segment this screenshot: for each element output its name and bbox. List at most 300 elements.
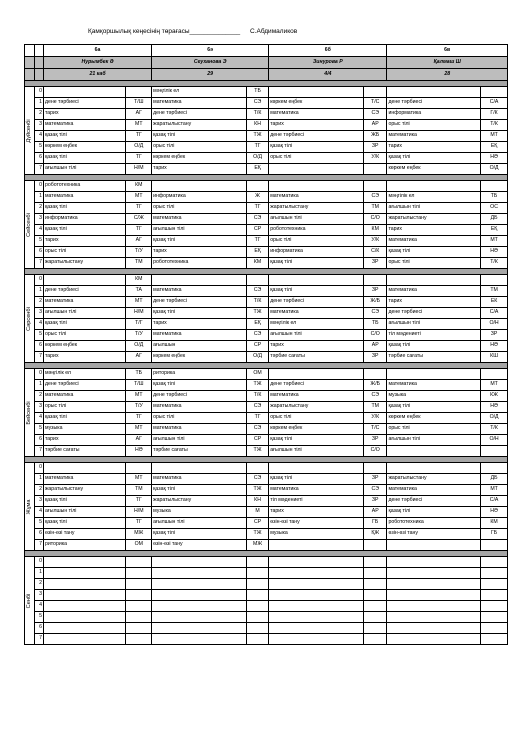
header-spacer bbox=[25, 69, 35, 81]
teacher-code-cell: О/Д bbox=[481, 164, 508, 175]
teacher-code-cell bbox=[481, 634, 508, 645]
teacher-code-cell: МТ bbox=[481, 236, 508, 247]
teacher-code-cell: У/К bbox=[364, 413, 387, 424]
lesson-number: 6 bbox=[35, 247, 44, 258]
lesson-number: 1 bbox=[35, 474, 44, 485]
subject-cell: ағылшын тілі bbox=[387, 435, 481, 446]
teacher-code-cell: У/К bbox=[364, 236, 387, 247]
teacher-code-cell bbox=[246, 612, 268, 623]
teacher-code-cell: Т/С bbox=[364, 424, 387, 435]
subject-cell: математика bbox=[269, 485, 364, 496]
day-name: Сейсенбі bbox=[25, 212, 32, 237]
teacher-code-cell: АР bbox=[364, 507, 387, 518]
lesson-number: 1 bbox=[35, 380, 44, 391]
subject-cell bbox=[269, 540, 364, 551]
teacher-code-cell: С/О bbox=[364, 446, 387, 457]
day-label bbox=[25, 275, 35, 363]
teacher-code-cell: ЗР bbox=[364, 435, 387, 446]
subject-cell: орыс тілі bbox=[152, 413, 247, 424]
board-chair-name: С.Абдималиков bbox=[250, 28, 298, 35]
subject-cell: информатика bbox=[152, 192, 247, 203]
subject-cell bbox=[269, 634, 364, 645]
lesson-number: 1 bbox=[35, 286, 44, 297]
teacher-code-cell: НӘ bbox=[481, 153, 508, 164]
lesson-number: 1 bbox=[35, 98, 44, 109]
subject-cell bbox=[387, 540, 481, 551]
lesson-row bbox=[25, 164, 508, 175]
teacher-code-cell bbox=[246, 568, 268, 579]
subject-cell: риторика bbox=[152, 369, 247, 380]
teacher-code-cell: ТГ bbox=[246, 413, 268, 424]
lesson-number: 7 bbox=[35, 634, 44, 645]
subject-cell: қазақ тілі bbox=[152, 529, 247, 540]
subject-cell: тарих bbox=[152, 247, 247, 258]
teacher-code-cell bbox=[126, 601, 152, 612]
subject-cell: тәрбие сағаты bbox=[43, 446, 126, 457]
subject-cell: қазақ тілі bbox=[43, 153, 126, 164]
subject-cell: дене тәрбиесі bbox=[43, 380, 126, 391]
subject-cell: математика bbox=[387, 286, 481, 297]
lesson-number: 7 bbox=[35, 446, 44, 457]
teacher-code-cell bbox=[126, 87, 152, 98]
class-name: 6б bbox=[269, 45, 387, 57]
subject-cell: математика bbox=[152, 474, 247, 485]
teacher-code-cell: Т/К bbox=[481, 258, 508, 269]
lesson-row bbox=[25, 225, 508, 236]
subject-cell bbox=[152, 557, 247, 568]
teacher-code-cell: ДБ bbox=[481, 474, 508, 485]
subject-cell bbox=[152, 463, 247, 474]
teacher-code-cell: ЕҚ bbox=[246, 247, 268, 258]
teacher-code-cell: ТА bbox=[126, 286, 152, 297]
teacher-code-cell bbox=[481, 540, 508, 551]
subject-cell: тарих bbox=[43, 435, 126, 446]
teacher-code-cell: ОМ bbox=[126, 540, 152, 551]
subject-cell: математика bbox=[43, 192, 126, 203]
teacher-code-cell: МТ bbox=[126, 474, 152, 485]
lesson-number: 7 bbox=[35, 352, 44, 363]
teacher-code-cell bbox=[126, 579, 152, 590]
teacher-code-cell: КН bbox=[246, 496, 268, 507]
teacher-code-cell: Т/К bbox=[246, 391, 268, 402]
teacher-code-cell: Т/Ш bbox=[126, 380, 152, 391]
teacher-code-cell bbox=[364, 275, 387, 286]
teacher-code-cell bbox=[364, 369, 387, 380]
teacher-code-cell: Н/М bbox=[126, 507, 152, 518]
class-room: 21 каб bbox=[43, 69, 151, 81]
subject-cell: орыс тілі bbox=[269, 236, 364, 247]
lesson-number: 5 bbox=[35, 236, 44, 247]
teacher-code-cell bbox=[246, 623, 268, 634]
subject-cell: қазақ тілі bbox=[269, 258, 364, 269]
subject-cell bbox=[43, 590, 126, 601]
subject-cell: өзін-өзі тану bbox=[43, 529, 126, 540]
subject-cell: қазақ тілі bbox=[43, 518, 126, 529]
subject-cell: ағылшын тілі bbox=[387, 203, 481, 214]
subject-cell bbox=[152, 590, 247, 601]
subject-cell: дене тәрбиесі bbox=[387, 496, 481, 507]
teacher-code-cell bbox=[364, 540, 387, 551]
subject-cell: тарих bbox=[43, 109, 126, 120]
teacher-code-cell: ЕҚ bbox=[481, 225, 508, 236]
subject-cell: музыка bbox=[269, 529, 364, 540]
subject-cell: музыка bbox=[152, 507, 247, 518]
subject-cell: орыс тілі bbox=[43, 402, 126, 413]
lesson-number: 6 bbox=[35, 623, 44, 634]
lesson-row bbox=[25, 446, 508, 457]
lesson-row bbox=[25, 391, 508, 402]
subject-cell: орыс тілі bbox=[387, 424, 481, 435]
teacher-code-cell: С/О bbox=[364, 214, 387, 225]
teacher-code-cell: ЗР bbox=[481, 330, 508, 341]
subject-cell: дене тәрбиесі bbox=[43, 286, 126, 297]
subject-cell bbox=[269, 612, 364, 623]
subject-cell: робототехника bbox=[269, 225, 364, 236]
teacher-code-cell bbox=[364, 557, 387, 568]
teacher-code-cell: СЭ bbox=[364, 485, 387, 496]
lesson-row bbox=[25, 579, 508, 590]
subject-cell: тарих bbox=[387, 142, 481, 153]
subject-cell: математика bbox=[387, 236, 481, 247]
subject-cell bbox=[387, 590, 481, 601]
day-label bbox=[25, 463, 35, 551]
subject-cell: өзін-өзі тану bbox=[152, 540, 247, 551]
subject-cell: жаратылыстану bbox=[152, 120, 247, 131]
teacher-code-cell: АР bbox=[364, 120, 387, 131]
teacher-code-cell: ТБ bbox=[364, 319, 387, 330]
subject-cell: қазақ тілі bbox=[43, 319, 126, 330]
subject-cell: тарих bbox=[269, 507, 364, 518]
subject-cell bbox=[269, 623, 364, 634]
subject-cell: көркем еңбек bbox=[152, 352, 247, 363]
class-room: 28 bbox=[387, 69, 508, 81]
teacher-code-cell: СР bbox=[246, 435, 268, 446]
lesson-number: 0 bbox=[35, 275, 44, 286]
subject-cell: математика bbox=[152, 286, 247, 297]
teacher-code-cell: СЭ bbox=[246, 214, 268, 225]
class-teacher: Зинурова Р bbox=[269, 57, 387, 69]
teacher-code-cell: О/Д bbox=[246, 153, 268, 164]
teacher-code-cell: ЖБ bbox=[364, 131, 387, 142]
teacher-code-cell: С/Ж bbox=[126, 214, 152, 225]
teacher-code-cell: ТЖ bbox=[246, 529, 268, 540]
subject-cell bbox=[387, 463, 481, 474]
teacher-code-cell: Ж bbox=[246, 192, 268, 203]
teacher-code-cell bbox=[481, 579, 508, 590]
teacher-code-cell: ТМ bbox=[364, 402, 387, 413]
teacher-code-cell: ЗР bbox=[364, 496, 387, 507]
teacher-code-cell: АГ bbox=[126, 236, 152, 247]
teacher-code-cell: ОМ bbox=[246, 369, 268, 380]
lesson-row bbox=[25, 341, 508, 352]
class-name: 6в bbox=[387, 45, 508, 57]
subject-cell bbox=[387, 634, 481, 645]
lesson-row bbox=[25, 308, 508, 319]
lesson-row bbox=[25, 87, 508, 98]
subject-cell bbox=[387, 369, 481, 380]
teacher-code-cell bbox=[364, 612, 387, 623]
subject-cell: қазақ тілі bbox=[43, 203, 126, 214]
subject-cell: қазақ тілі bbox=[152, 380, 247, 391]
teacher-code-cell: МТ bbox=[481, 485, 508, 496]
teacher-code-cell: ТМ bbox=[126, 485, 152, 496]
day-name: Сәрсенбі bbox=[25, 306, 32, 331]
teacher-code-cell bbox=[246, 275, 268, 286]
subject-cell bbox=[387, 181, 481, 192]
teacher-code-cell: ТЖ bbox=[246, 485, 268, 496]
subject-cell: математика bbox=[152, 330, 247, 341]
teacher-code-cell bbox=[364, 634, 387, 645]
lesson-number: 5 bbox=[35, 424, 44, 435]
teacher-code-cell: У/К bbox=[364, 153, 387, 164]
lesson-number: 3 bbox=[35, 496, 44, 507]
subject-cell bbox=[152, 181, 247, 192]
teacher-code-cell: ТЖ bbox=[246, 380, 268, 391]
subject-cell: қазақ тілі bbox=[269, 142, 364, 153]
teacher-code-cell: ТЖ bbox=[246, 308, 268, 319]
teacher-code-cell bbox=[364, 579, 387, 590]
subject-cell: қазақ тілі bbox=[387, 402, 481, 413]
subject-cell: математика bbox=[387, 485, 481, 496]
subject-cell: тәрбие сағаты bbox=[152, 446, 247, 457]
subject-cell bbox=[387, 446, 481, 457]
subject-cell: жаратылыстану bbox=[269, 402, 364, 413]
teacher-code-cell: Т/Ш bbox=[126, 98, 152, 109]
subject-cell: риторика bbox=[43, 540, 126, 551]
teacher-code-cell bbox=[126, 590, 152, 601]
teacher-code-cell: СЭ bbox=[246, 424, 268, 435]
teacher-code-cell: О/Н bbox=[481, 435, 508, 446]
subject-cell: қазақ тілі bbox=[152, 131, 247, 142]
subject-cell bbox=[152, 623, 247, 634]
subject-cell: орыс тілі bbox=[43, 330, 126, 341]
subject-cell: математика bbox=[152, 402, 247, 413]
subject-cell: тарих bbox=[269, 120, 364, 131]
teacher-code-cell: СР bbox=[246, 341, 268, 352]
lesson-number: 3 bbox=[35, 402, 44, 413]
teacher-code-cell bbox=[246, 579, 268, 590]
teacher-code-cell: МТ bbox=[126, 424, 152, 435]
subject-cell: математика bbox=[43, 474, 126, 485]
room-header-row bbox=[25, 69, 508, 81]
teacher-code-cell: Т/К bbox=[481, 424, 508, 435]
teacher-code-cell: ТБ bbox=[126, 369, 152, 380]
lesson-row bbox=[25, 402, 508, 413]
lesson-number: 7 bbox=[35, 540, 44, 551]
teacher-code-cell bbox=[364, 590, 387, 601]
lesson-row bbox=[25, 540, 508, 551]
lesson-number: 4 bbox=[35, 601, 44, 612]
teacher-code-cell: НӘ bbox=[481, 402, 508, 413]
subject-cell: қазақ тілі bbox=[152, 236, 247, 247]
teacher-code-cell bbox=[126, 568, 152, 579]
lesson-row bbox=[25, 142, 508, 153]
subject-cell bbox=[269, 601, 364, 612]
teacher-code-cell: Т/У bbox=[126, 402, 152, 413]
header-spacer bbox=[25, 45, 35, 57]
teacher-code-cell bbox=[126, 623, 152, 634]
teacher-code-cell: МТ bbox=[481, 380, 508, 391]
teacher-code-cell: Г/К bbox=[481, 109, 508, 120]
teacher-code-cell: КН bbox=[246, 120, 268, 131]
subject-cell: тарих bbox=[43, 352, 126, 363]
teacher-code-cell: МЖ bbox=[126, 529, 152, 540]
teacher-code-cell: СЭ bbox=[364, 308, 387, 319]
subject-cell bbox=[269, 463, 364, 474]
subject-cell: математика bbox=[387, 131, 481, 142]
teacher-code-cell bbox=[481, 623, 508, 634]
subject-cell bbox=[269, 369, 364, 380]
subject-cell: қазақ тілі bbox=[43, 413, 126, 424]
header-spacer bbox=[35, 57, 44, 69]
subject-cell bbox=[269, 181, 364, 192]
teacher-code-cell bbox=[246, 557, 268, 568]
subject-cell: робототехника bbox=[43, 181, 126, 192]
board-chair-signature-line: Қамқоршылық кеңесінің төрағасы______________ bbox=[88, 28, 241, 35]
teacher-code-cell: ЗР bbox=[364, 286, 387, 297]
subject-cell: ағылшын тілі bbox=[43, 507, 126, 518]
subject-cell: қазақ тілі bbox=[269, 474, 364, 485]
teacher-code-cell: Н/М bbox=[126, 308, 152, 319]
teacher-code-cell: О/Н bbox=[481, 319, 508, 330]
teacher-code-cell bbox=[246, 590, 268, 601]
lesson-row bbox=[25, 518, 508, 529]
teacher-code-cell: ГБ bbox=[364, 518, 387, 529]
subject-cell bbox=[387, 612, 481, 623]
subject-cell: көркем еңбек bbox=[387, 164, 481, 175]
teacher-code-cell: НӘ bbox=[126, 446, 152, 457]
subject-cell: ағылшын тілі bbox=[152, 225, 247, 236]
lesson-number: 0 bbox=[35, 369, 44, 380]
subject-cell: музыка bbox=[43, 424, 126, 435]
teacher-code-cell: О/Д bbox=[126, 142, 152, 153]
subject-cell: ағылшын тілі bbox=[152, 518, 247, 529]
teacher-code-cell: СЭ bbox=[246, 286, 268, 297]
teacher-code-cell bbox=[364, 568, 387, 579]
teacher-code-cell: СЭ bbox=[246, 330, 268, 341]
lesson-row bbox=[25, 330, 508, 341]
subject-cell: дене тәрбиесі bbox=[269, 131, 364, 142]
lesson-row bbox=[25, 120, 508, 131]
class-teacher: Қалмаш Ш bbox=[387, 57, 508, 69]
teacher-code-cell: ЗР bbox=[364, 142, 387, 153]
teacher-code-cell: НӘ bbox=[481, 247, 508, 258]
subject-cell: математика bbox=[152, 98, 247, 109]
lesson-number: 0 bbox=[35, 87, 44, 98]
subject-cell: тарих bbox=[387, 225, 481, 236]
lesson-row bbox=[25, 590, 508, 601]
teacher-code-cell: Ж/Б bbox=[364, 297, 387, 308]
subject-cell: қазақ тілі bbox=[43, 131, 126, 142]
lesson-number: 2 bbox=[35, 203, 44, 214]
timetable bbox=[24, 44, 508, 645]
class-room: 29 bbox=[152, 69, 269, 81]
lesson-row bbox=[25, 474, 508, 485]
lesson-row bbox=[25, 485, 508, 496]
subject-cell bbox=[43, 87, 126, 98]
lesson-number: 5 bbox=[35, 142, 44, 153]
day-name: Бейсенбі bbox=[25, 400, 32, 425]
subject-cell: дене тәрбиесі bbox=[152, 297, 247, 308]
teacher-code-cell: МТ bbox=[126, 120, 152, 131]
header-spacer bbox=[35, 45, 44, 57]
teacher-code-cell: ТМ bbox=[481, 286, 508, 297]
subject-cell bbox=[43, 557, 126, 568]
subject-cell: математика bbox=[43, 120, 126, 131]
subject-cell: математика bbox=[43, 297, 126, 308]
subject-cell: информатика bbox=[43, 214, 126, 225]
lesson-row bbox=[25, 413, 508, 424]
teacher-code-cell: СЭ bbox=[246, 402, 268, 413]
page-header bbox=[0, 0, 531, 44]
lesson-number: 4 bbox=[35, 319, 44, 330]
lesson-number: 3 bbox=[35, 308, 44, 319]
lesson-number: 2 bbox=[35, 579, 44, 590]
teacher-code-cell: СР bbox=[246, 518, 268, 529]
lesson-number: 2 bbox=[35, 485, 44, 496]
subject-cell bbox=[387, 601, 481, 612]
subject-cell bbox=[269, 590, 364, 601]
lesson-row bbox=[25, 286, 508, 297]
subject-cell: мәңгілік ел bbox=[269, 319, 364, 330]
subject-cell: мәңгілік ел bbox=[152, 87, 247, 98]
teacher-code-cell bbox=[481, 275, 508, 286]
subject-cell: көркем еңбек bbox=[43, 142, 126, 153]
subject-cell: мәңгілік ел bbox=[387, 192, 481, 203]
teacher-code-cell bbox=[481, 181, 508, 192]
subject-cell: ағылшын тілі bbox=[43, 164, 126, 175]
lesson-number: 3 bbox=[35, 590, 44, 601]
lesson-row bbox=[25, 369, 508, 380]
teacher-code-cell: АГ bbox=[126, 109, 152, 120]
lesson-row bbox=[25, 214, 508, 225]
lesson-number: 6 bbox=[35, 529, 44, 540]
teacher-code-cell bbox=[364, 164, 387, 175]
class-name: 6ә bbox=[152, 45, 269, 57]
subject-cell bbox=[43, 463, 126, 474]
teacher-code-cell: Т/К bbox=[481, 120, 508, 131]
subject-cell: ағылшын тілі bbox=[269, 214, 364, 225]
teacher-code-cell: О/Д bbox=[126, 341, 152, 352]
teacher-code-cell: ТМ bbox=[364, 203, 387, 214]
teacher-code-cell: ТБ bbox=[481, 192, 508, 203]
lesson-number: 1 bbox=[35, 192, 44, 203]
teacher-code-cell: М bbox=[246, 507, 268, 518]
subject-cell: қазақ тілі bbox=[269, 286, 364, 297]
lesson-number: 2 bbox=[35, 109, 44, 120]
subject-cell bbox=[43, 579, 126, 590]
teacher-code-cell bbox=[126, 463, 152, 474]
subject-cell bbox=[269, 557, 364, 568]
header-spacer bbox=[25, 57, 35, 69]
teacher-code-cell: АР bbox=[364, 341, 387, 352]
subject-cell bbox=[152, 568, 247, 579]
subject-cell: музыка bbox=[387, 391, 481, 402]
teacher-code-cell: МТ bbox=[126, 192, 152, 203]
teacher-code-cell: С/А bbox=[481, 98, 508, 109]
lesson-row bbox=[25, 435, 508, 446]
day-name: Сенбі bbox=[25, 593, 32, 608]
teacher-code-cell bbox=[364, 601, 387, 612]
subject-cell: қазақ тілі bbox=[387, 153, 481, 164]
subject-cell: көркем еңбек bbox=[387, 413, 481, 424]
class-room: 4/4 bbox=[269, 69, 387, 81]
teacher-code-cell bbox=[481, 612, 508, 623]
header-spacer bbox=[35, 69, 44, 81]
teacher-code-cell: С/К bbox=[364, 247, 387, 258]
subject-cell: тіл мәдениеті bbox=[387, 330, 481, 341]
teacher-code-cell: СЭ bbox=[246, 474, 268, 485]
